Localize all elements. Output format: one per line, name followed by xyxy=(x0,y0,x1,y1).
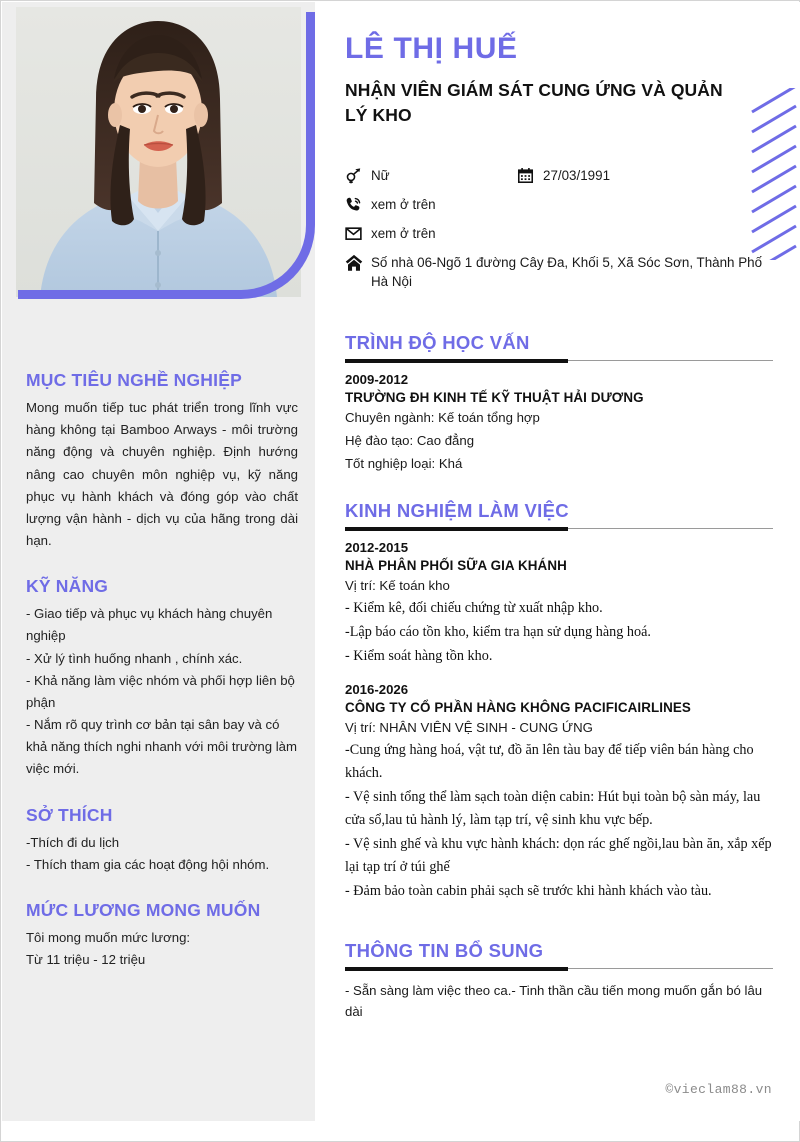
gender-icon xyxy=(345,166,371,185)
section-education xyxy=(345,332,773,474)
contact-row-phone xyxy=(345,195,785,214)
hobby-item: -Thích đi du lịch xyxy=(26,834,120,850)
skill-item: - Nắm rõ quy trình cơ bản tại sân bay và có khả năng thích nghi nhanh với môi trường làm việc mới. xyxy=(26,717,297,777)
additional-title: THÔNG TIN BỔ SUNG xyxy=(345,940,544,961)
contact-row-gender-birthday xyxy=(345,166,785,185)
job-period: 2016-2026 xyxy=(345,682,409,698)
portrait-illustration xyxy=(16,7,301,297)
section-additional xyxy=(345,940,773,1023)
hobbies-title: SỞ THÍCH xyxy=(26,804,113,825)
sidebar-section-objective xyxy=(26,370,298,552)
salary-line: Tôi mong muốn mức lương: xyxy=(26,929,191,945)
objective-text: Mong muốn tiếp tuc phát triển trong lĩnh vực hàng không tại Bamboo Arways - môi trường năng động và chuyên nghiệp. Định hướng nâng cao chuyên môn nghiệp vụ, kỹ năng phục vụ hành khách và đóng góp vào chất lượng vận hành - dịch vụ của hãng trong dài hạn. xyxy=(26,400,298,549)
page-title: LÊ THỊ HUẾ xyxy=(345,32,518,65)
education-title: TRÌNH ĐỘ HỌC VẤN xyxy=(345,332,530,353)
contact-row-address xyxy=(345,253,785,291)
hobby-item: - Thích tham gia các hoạt động hội nhóm. xyxy=(26,856,270,872)
skills-title: KỸ NĂNG xyxy=(26,576,109,597)
education-grade: Tốt nghiệp loại: Khá xyxy=(345,456,463,472)
phone-icon xyxy=(345,195,371,213)
job-position: Vị trí: NHÂN VIÊN VỆ SINH - CUNG ỨNG xyxy=(345,720,593,736)
footer-credit: ©vieclam88.vn xyxy=(665,1082,772,1097)
birthday-value: 27/03/1991 xyxy=(543,168,611,183)
skill-item: - Khả năng làm việc nhóm và phối hợp liên bộ phận xyxy=(26,672,295,710)
profile-photo xyxy=(16,7,301,297)
education-major: Chuyên ngành: Kế toán tổng hợp xyxy=(345,410,540,425)
phone-value: xem ở trên xyxy=(371,197,436,213)
job-duty: - Vệ sinh tổng thể làm sạch toàn diện cabin: Hút bụi toàn bộ sàn máy, lau cửa sổ,lau tủ hành lý, làm tạp trí, vệ sinh khu vực bếp. xyxy=(345,789,761,829)
job-duty: -Cung ứng hàng hoá, vật tư, đồ ăn lên tàu bay để tiếp viên bán hàng cho khách. xyxy=(345,742,754,782)
skill-item: - Xử lý tình huống nhanh , chính xác. xyxy=(26,650,243,666)
job-company: NHÀ PHÂN PHỐI SỮA GIA KHÁNH xyxy=(345,558,567,573)
contact-row-email xyxy=(345,224,785,243)
additional-divider xyxy=(345,967,773,971)
address-value: Số nhà 06-Ngõ 1 đường Cây Đa, Khối 5, Xã Sóc Sơn, Thành Phố Hà Nội xyxy=(371,255,763,290)
salary-title: MỨC LƯƠNG MONG MUỐN xyxy=(26,899,261,920)
email-icon xyxy=(345,224,371,242)
job-duty: - Kiểm soát hàng tồn kho. xyxy=(345,648,493,665)
experience-job xyxy=(345,540,773,668)
education-divider xyxy=(345,359,773,363)
home-icon xyxy=(345,253,371,272)
section-experience xyxy=(345,500,773,903)
skill-item: - Giao tiếp và phục vụ khách hàng chuyên nghiệp xyxy=(26,606,273,644)
education-program: Hệ đào tạo: Cao đẳng xyxy=(345,433,475,449)
email-value: xem ở trên xyxy=(371,226,436,242)
additional-text: - Sẵn sàng làm việc theo ca.- Tinh thần cầu tiến mong muốn gắn bó lâu dài xyxy=(345,983,763,1020)
main-content xyxy=(317,2,800,1121)
contact-info xyxy=(345,166,785,301)
job-duty: - Đảm bảo toàn cabin phải sạch sẽ trước khi hành khách vào tàu. xyxy=(345,883,712,900)
education-school: TRƯỜNG ĐH KINH TẾ KỸ THUẬT HẢI DƯƠNG xyxy=(345,390,644,405)
experience-title: KINH NGHIỆM LÀM VIỆC xyxy=(345,500,569,521)
objective-title: MỤC TIÊU NGHỀ NGHIỆP xyxy=(26,370,242,390)
job-title: NHẬN VIÊN GIÁM SÁT CUNG ỨNG VÀ QUẢN LÝ KHO xyxy=(345,80,723,126)
salary-line: Từ 11 triệu - 12 triệu xyxy=(26,952,146,968)
sidebar-section-salary xyxy=(26,900,298,971)
sidebar-section-hobbies xyxy=(26,805,298,876)
job-duty: -Lập báo cáo tồn kho, kiểm tra hạn sử dụng hàng hoá. xyxy=(345,624,651,641)
experience-divider xyxy=(345,527,773,531)
job-company: CÔNG TY CỔ PHẦN HÀNG KHÔNG PACIFICAIRLINES xyxy=(345,700,691,716)
experience-job xyxy=(345,682,773,903)
job-position: Vị trí: Kế toán kho xyxy=(345,578,450,593)
gender-value: Nữ xyxy=(371,168,390,183)
job-duty: - Kiểm kê, đối chiếu chứng từ xuất nhập kho. xyxy=(345,600,603,617)
job-duty: - Vệ sinh ghế và khu vực hành khách: dọn rác ghế ngồi,lau bàn ăn, xắp xếp lại tạp trí ở túi ghế xyxy=(345,836,772,876)
sidebar-section-skills xyxy=(26,576,298,780)
education-period: 2009-2012 xyxy=(345,372,409,387)
job-period: 2012-2015 xyxy=(345,540,409,555)
sidebar xyxy=(2,2,315,1121)
calendar-icon xyxy=(517,166,543,185)
